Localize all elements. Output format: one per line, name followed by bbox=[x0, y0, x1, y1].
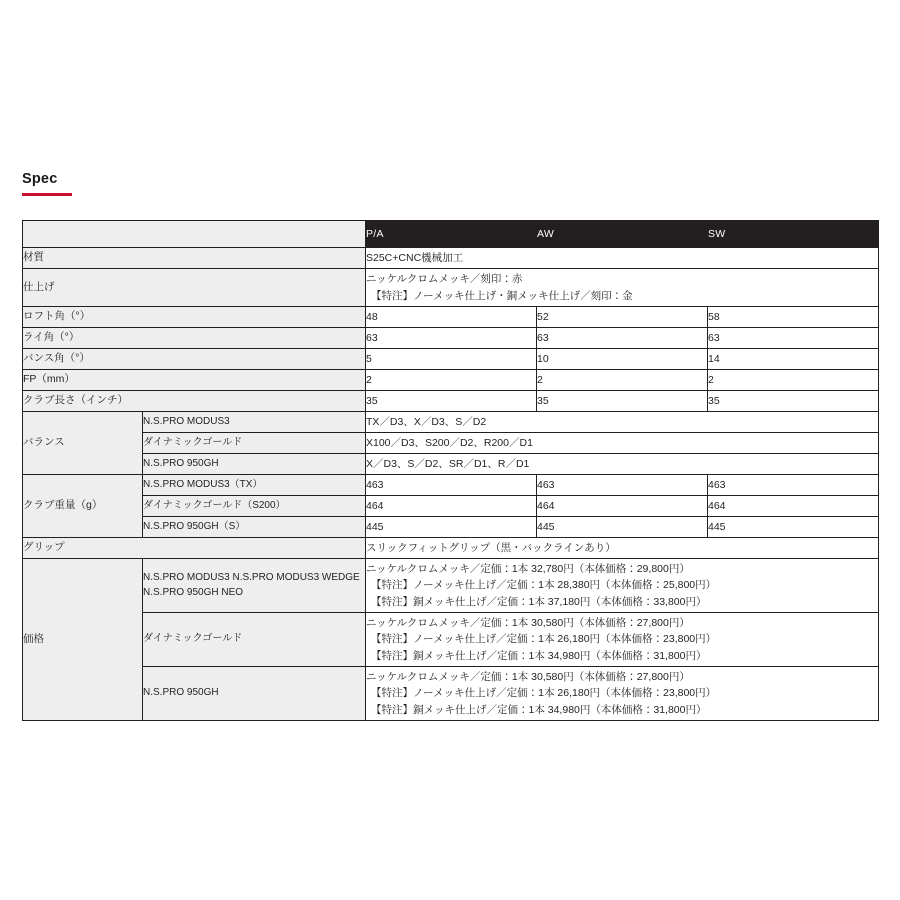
price-1-line-2: 【特注】ノーメッキ仕上げ／定価：1本 28,380円（本体価格：25,800円） bbox=[371, 579, 717, 592]
cell-loft-sw: 58 bbox=[708, 307, 879, 328]
spec-table-body bbox=[23, 248, 879, 721]
price-2-line-2: 【特注】ノーメッキ仕上げ／定価：1本 26,180円（本体価格：23,800円） bbox=[371, 633, 717, 646]
column-header-pa: P/A bbox=[366, 221, 537, 248]
cell-price-value-1 bbox=[366, 559, 879, 613]
cell-lie-aw: 63 bbox=[537, 328, 708, 349]
cell-lie-pa: 63 bbox=[366, 328, 537, 349]
spec-table-head bbox=[23, 221, 879, 248]
cell-weight-3-sw: 445 bbox=[708, 517, 879, 538]
sublabel-weight-shaft-3: N.S.PRO 950GH（S） bbox=[143, 517, 366, 538]
price-1-line-1: ニッケルクロムメッキ／定価：1本 32,780円（本体価格：29,800円） bbox=[366, 563, 690, 576]
row-label-bounce: バンス角（°） bbox=[23, 349, 366, 370]
header-corner-cell bbox=[23, 221, 366, 248]
price-shaft-3-line-1: N.S.PRO 950GH bbox=[143, 687, 219, 699]
column-header-sw: SW bbox=[708, 221, 879, 248]
column-header-aw: AW bbox=[537, 221, 708, 248]
cell-weight-1-sw: 463 bbox=[708, 475, 879, 496]
table-row-weight-1 bbox=[23, 475, 879, 496]
cell-weight-1-aw: 463 bbox=[537, 475, 708, 496]
cell-fp-aw: 2 bbox=[537, 370, 708, 391]
row-label-material: 材質 bbox=[23, 248, 366, 269]
row-label-weight: クラブ重量（g） bbox=[23, 475, 143, 538]
price-2-line-1: ニッケルクロムメッキ／定価：1本 30,580円（本体価格：27,800円） bbox=[366, 617, 690, 630]
price-2-line-3: 【特注】銅メッキ仕上げ／定価：1本 34,980円（本体価格：31,800円） bbox=[371, 649, 707, 662]
table-row-weight-3 bbox=[23, 517, 879, 538]
finish-line-1: ニッケルクロムメッキ／刻印：赤 bbox=[366, 273, 523, 286]
sublabel-price-shaft-2 bbox=[143, 613, 366, 667]
row-label-finish: 仕上げ bbox=[23, 269, 366, 307]
section-header bbox=[22, 172, 322, 196]
cell-weight-3-aw: 445 bbox=[537, 517, 708, 538]
table-row-weight-2 bbox=[23, 496, 879, 517]
cell-balance-value-3: X／D3、S／D2、SR／D1、R／D1 bbox=[366, 454, 879, 475]
spec-table bbox=[22, 220, 879, 721]
table-row-balance-3 bbox=[23, 454, 879, 475]
cell-weight-3-pa: 445 bbox=[366, 517, 537, 538]
row-label-loft: ロフト角（°） bbox=[23, 307, 366, 328]
table-header-row bbox=[23, 221, 879, 248]
cell-length-pa: 35 bbox=[366, 391, 537, 412]
cell-length-sw: 35 bbox=[708, 391, 879, 412]
row-label-price: 価格 bbox=[23, 559, 143, 721]
cell-balance-value-2: X100／D3、S200／D2、R200／D1 bbox=[366, 433, 879, 454]
price-shaft-1-line-2: N.S.PRO MODUS3 WEDGE bbox=[232, 572, 360, 583]
price-3-line-3: 【特注】銅メッキ仕上げ／定価：1本 34,980円（本体価格：31,800円） bbox=[371, 703, 707, 716]
cell-grip-value: スリックフィットグリップ（黒・バックラインあり） bbox=[366, 538, 879, 559]
cell-weight-2-pa: 464 bbox=[366, 496, 537, 517]
table-row-price-1 bbox=[23, 559, 879, 613]
table-row-balance-2 bbox=[23, 433, 879, 454]
cell-loft-aw: 52 bbox=[537, 307, 708, 328]
price-3-line-1: ニッケルクロムメッキ／定価：1本 30,580円（本体価格：27,800円） bbox=[366, 671, 690, 684]
cell-lie-sw: 63 bbox=[708, 328, 879, 349]
cell-fp-sw: 2 bbox=[708, 370, 879, 391]
cell-weight-2-sw: 464 bbox=[708, 496, 879, 517]
table-row-material bbox=[23, 248, 879, 269]
price-shaft-1-line-3: N.S.PRO 950GH NEO bbox=[143, 586, 244, 598]
table-row-length bbox=[23, 391, 879, 412]
price-1-line-3: 【特注】銅メッキ仕上げ／定価：1本 37,180円（本体価格：33,800円） bbox=[371, 595, 707, 608]
sublabel-balance-shaft-2: ダイナミックゴールド bbox=[143, 433, 366, 454]
sublabel-price-shaft-1 bbox=[143, 559, 366, 613]
table-row-bounce bbox=[23, 349, 879, 370]
cell-material-value: S25C+CNC機械加工 bbox=[366, 248, 879, 269]
table-row-grip bbox=[23, 538, 879, 559]
cell-loft-pa: 48 bbox=[366, 307, 537, 328]
spec-table-container bbox=[22, 220, 878, 721]
row-label-lie: ライ角（°） bbox=[23, 328, 366, 349]
table-row-fp bbox=[23, 370, 879, 391]
price-3-line-2: 【特注】ノーメッキ仕上げ／定価：1本 26,180円（本体価格：23,800円） bbox=[371, 687, 717, 700]
cell-bounce-aw: 10 bbox=[537, 349, 708, 370]
table-row-finish bbox=[23, 269, 879, 307]
table-row-balance-1 bbox=[23, 412, 879, 433]
price-shaft-2-line-1: ダイナミックゴールド bbox=[143, 633, 243, 645]
table-row-price-3 bbox=[23, 667, 879, 721]
cell-fp-pa: 2 bbox=[366, 370, 537, 391]
cell-bounce-pa: 5 bbox=[366, 349, 537, 370]
cell-price-value-2 bbox=[366, 613, 879, 667]
cell-price-value-3 bbox=[366, 667, 879, 721]
row-label-balance: バランス bbox=[23, 412, 143, 475]
row-label-fp: FP（mm） bbox=[23, 370, 366, 391]
sublabel-balance-shaft-3: N.S.PRO 950GH bbox=[143, 454, 366, 475]
table-row-lie bbox=[23, 328, 879, 349]
cell-balance-value-1: TX／D3、X／D3、S／D2 bbox=[366, 412, 879, 433]
cell-bounce-sw: 14 bbox=[708, 349, 879, 370]
price-shaft-1-line-1: N.S.PRO MODUS3 bbox=[143, 572, 230, 583]
table-row-price-2 bbox=[23, 613, 879, 667]
row-label-grip: グリップ bbox=[23, 538, 366, 559]
cell-weight-2-aw: 464 bbox=[537, 496, 708, 517]
sublabel-price-shaft-3 bbox=[143, 667, 366, 721]
cell-length-aw: 35 bbox=[537, 391, 708, 412]
sublabel-balance-shaft-1: N.S.PRO MODUS3 bbox=[143, 412, 366, 433]
finish-line-2: 【特注】ノーメッキ仕上げ・銅メッキ仕上げ／刻印：金 bbox=[371, 289, 633, 302]
page-title: Spec bbox=[22, 171, 58, 187]
table-row-loft bbox=[23, 307, 879, 328]
cell-finish-value bbox=[366, 269, 879, 307]
sublabel-weight-shaft-1: N.S.PRO MODUS3（TX） bbox=[143, 475, 366, 496]
cell-weight-1-pa: 463 bbox=[366, 475, 537, 496]
row-label-length: クラブ長さ（インチ） bbox=[23, 391, 366, 412]
sublabel-weight-shaft-2: ダイナミックゴールド（S200） bbox=[143, 496, 366, 517]
title-underline-rule bbox=[22, 193, 72, 196]
